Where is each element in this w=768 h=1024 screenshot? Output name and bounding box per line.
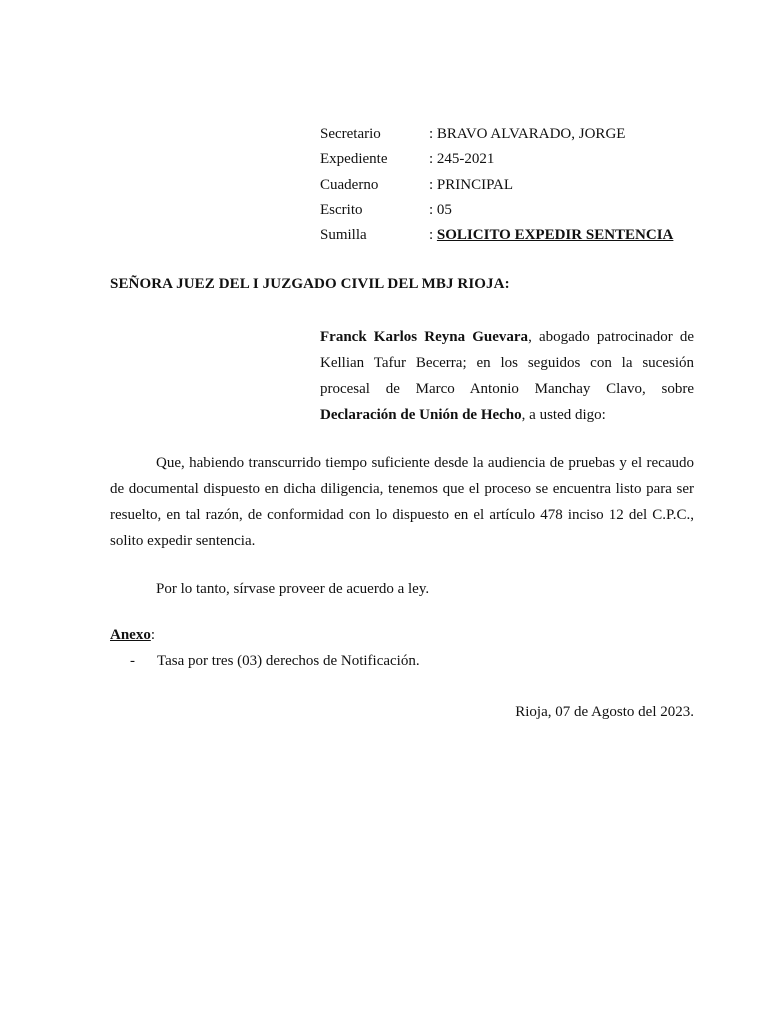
lawyer-name: Franck Karlos Reyna Guevara — [320, 329, 529, 345]
list-bullet: - — [130, 653, 135, 669]
header-row-cuaderno — [320, 175, 673, 200]
anexo-colon: : — [150, 627, 156, 643]
intro-text-2: , a usted digo: — [521, 407, 606, 423]
header-label: Escrito — [320, 201, 363, 218]
anexo-heading — [110, 627, 155, 644]
header-value: : BRAVO ALVARADO, JORGE — [429, 126, 626, 142]
anexo-label: Anexo — [110, 627, 151, 643]
sumilla-prefix: : — [429, 227, 437, 244]
header-label: Sumilla — [320, 227, 367, 244]
header-row-expediente — [320, 149, 673, 174]
sumilla-title: SOLICITO EXPEDIR SENTENCIA — [436, 227, 674, 244]
header-label: Cuaderno — [320, 176, 379, 193]
header-value: : 245-2021 — [429, 151, 495, 168]
header-value: : PRINCIPAL — [429, 176, 514, 193]
case-header — [320, 124, 673, 250]
header-label: Expediente — [320, 151, 388, 168]
anexo-item-text: Tasa por tres (03) derechos de Notificación. — [157, 653, 420, 669]
body-paragraph-1: Que, habiendo transcurrido tiempo suficiente desde la audiencia de pruebas y el recaudo de documental dispuesto en dicha diligencia, tenemos que el proceso se encuentra listo para ser resuelto, en tal razón, de conformidad con lo dispuesto en el artículo 478 inciso 12 del C.P.C., solito expedir sentencia. — [110, 455, 694, 549]
header-value: : 05 — [429, 201, 452, 218]
header-label: Secretario — [320, 126, 381, 142]
intro-paragraph — [320, 324, 694, 428]
intro-text-1: , abogado patrocinador de Kellian Tafur Becerra; en los seguidos con la sucesión procesal de Marco Antonio Manchay Clavo, sobre — [320, 329, 694, 397]
court-address: SEÑORA JUEZ DEL I JUZGADO CIVIL DEL MBJ RIOJA: — [110, 276, 510, 292]
header-row-secretario — [320, 124, 673, 149]
header-row-escrito — [320, 200, 673, 225]
header-value — [429, 225, 673, 250]
body-paragraph-2: Por lo tanto, sírvase proveer de acuerdo a ley. — [156, 581, 430, 597]
case-subject: Declaración de Unión de Hecho — [320, 407, 522, 423]
header-row-sumilla — [320, 225, 673, 250]
anexo-list-item — [130, 653, 420, 670]
place-date: Rioja, 07 de Agosto del 2023. — [515, 704, 694, 720]
